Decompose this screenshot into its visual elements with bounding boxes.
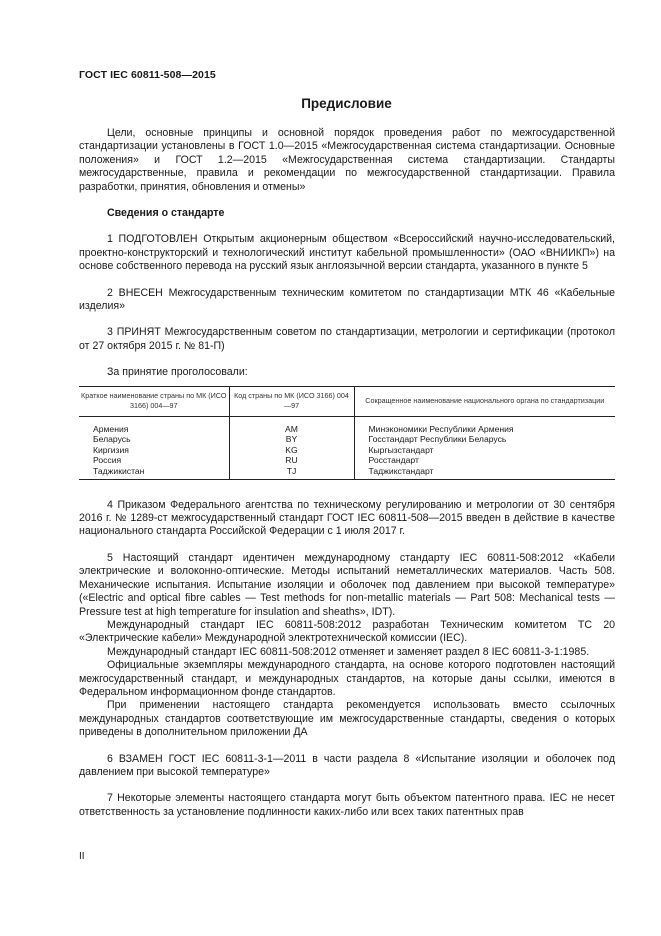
cell-code: RU [229, 455, 354, 466]
cell-org: Госстандарт Республики Беларусь [354, 434, 615, 445]
item-2-paragraph: 2 ВНЕСЕН Межгосударственным техническим комитетом по стандартизации МТК 46 «Кабельные изделия» [79, 286, 615, 313]
page-number: II [79, 851, 85, 862]
table-header-row [79, 386, 615, 416]
item-6-paragraph: 6 ВЗАМЕН ГОСТ IEC 60811-3-1—2011 в части раздела 8 «Испытание изоляции и оболочек под давлением при высокой температуре» [79, 752, 615, 778]
item-7-paragraph: 7 Некоторые элементы настоящего стандарта могут быть объектом патентного права. IEC не несет ответственность за установление подлинности каких-либо или всех таких патентных прав [79, 792, 615, 818]
table-row [79, 455, 615, 466]
section-heading: Сведения о стандарте [107, 207, 225, 220]
page-title: Предисловие [301, 96, 392, 111]
item-5-usage-paragraph: При применении настоящего стандарта рекомендуется использовать вместо ссылочных международных стандартов соответствующие им межгосударственные стандарты, сведения о которых приведены в дополнительном приложении ДА [79, 699, 615, 739]
cell-code: TJ [229, 466, 354, 479]
cell-code: KG [229, 445, 354, 456]
preface-content [79, 127, 615, 819]
item-3-paragraph: 3 ПРИНЯТ Межгосударственным советом по стандартизации, метрологии и сертификации (протокол от 27 октября 2015 г. № 81-П) [79, 326, 615, 352]
cell-country: Киргизия [93, 444, 129, 455]
cell-country: Беларусь [93, 434, 131, 445]
header-code: Код страны по МК (ИСО 3166) 004—97 [229, 386, 354, 416]
cell-org: Таджикстандарт [354, 466, 615, 479]
standard-header: ГОСТ IEC 60811-508—2015 [79, 69, 216, 81]
table-row [79, 416, 615, 434]
item-5-developer-paragraph: Международный стандарт IEC 60811-508:2012 разработан Техническим комитетом ТС 20 «Электрические кабели» Международной электротехнической комиссии (IEC). [79, 618, 615, 645]
cell-org: Кыргызстандарт [354, 445, 615, 456]
cell-country: Таджикистан [79, 466, 229, 479]
cell-code: BY [229, 434, 354, 445]
cell-org: Минэкономики Республики Армения [354, 416, 615, 434]
header-country: Краткое наименование страны по МК (ИСО 3166) 004—97 [79, 386, 229, 416]
table-row [79, 434, 615, 445]
item-4-paragraph: 4 Приказом Федерального агентства по техническому регулированию и метрологии от 30 сентября 2016 г. № 1289-ст межгосударственный стандарт ГОСТ IEC 60811-508—2015 введен в действие в качестве национального стандарта Российской Федерации с 1 июля 2017 г. [79, 498, 615, 538]
table-row [79, 445, 615, 456]
cell-country: Армения [93, 423, 129, 434]
header-org: Сокращенное наименование национального органа по стандартизации [354, 386, 615, 416]
voting-table [79, 386, 615, 480]
item-1-paragraph: 1 ПОДГОТОВЛЕН Открытым акционерным обществом «Всероссийский научно-исследовательский, проектно-конструкторский и технологический институт кабельной промышленности» (ОАО «ВНИИКП») на основе собственного перевода на русский язык англоязычной версии стандарта, указанного в пункте 5 [79, 233, 615, 273]
table-row [79, 466, 615, 479]
voted-label: За принятие проголосовали: [107, 366, 248, 379]
item-5-copies-paragraph: Официальные экземпляры международного стандарта, на основе которого подготовлен настоящий межгосударственный стандарт, и международных стандартов, на которые даны ссылки, имеются в Федеральном информационном фонде стандартов. [79, 659, 615, 698]
item-5-paragraph: 5 Настоящий стандарт идентичен международному стандарту IEC 60811-508:2012 «Кабели электрические и волоконно-оптические. Методы испытаний неметаллических материалов. Часть 508. Механические испытания. Испытание изоляции и оболочек под давлением при высокой температуре» («Electric and optical fibre cables — Test methods for non-metallic materials — Part 508: Mechanical tests — Pressure test at high temperature for insulation and sheaths», IDT). [79, 551, 615, 618]
cell-code: AM [229, 416, 354, 434]
cell-country: Россия [93, 455, 122, 466]
intro-paragraph: Цели, основные принципы и основной порядок проведения работ по межгосударственной стандартизации установлены в ГОСТ 1.0—2015 «Межгосударственная система стандартизации. Основные положения» и ГОСТ 1.2—2015 «Межгосударственная система стандартизации. Стандарты межгосударственные, правила и рекомендации по межгосударственной стандартизации. Правила разработки, принятия, обновления и отмены» [79, 127, 615, 193]
cell-org: Росстандарт [354, 455, 615, 466]
item-5-replaces-paragraph: Международный стандарт IEC 60811-508:2012 отменяет и заменяет раздел 8 IEC 60811-3-1:1985. [107, 645, 590, 658]
